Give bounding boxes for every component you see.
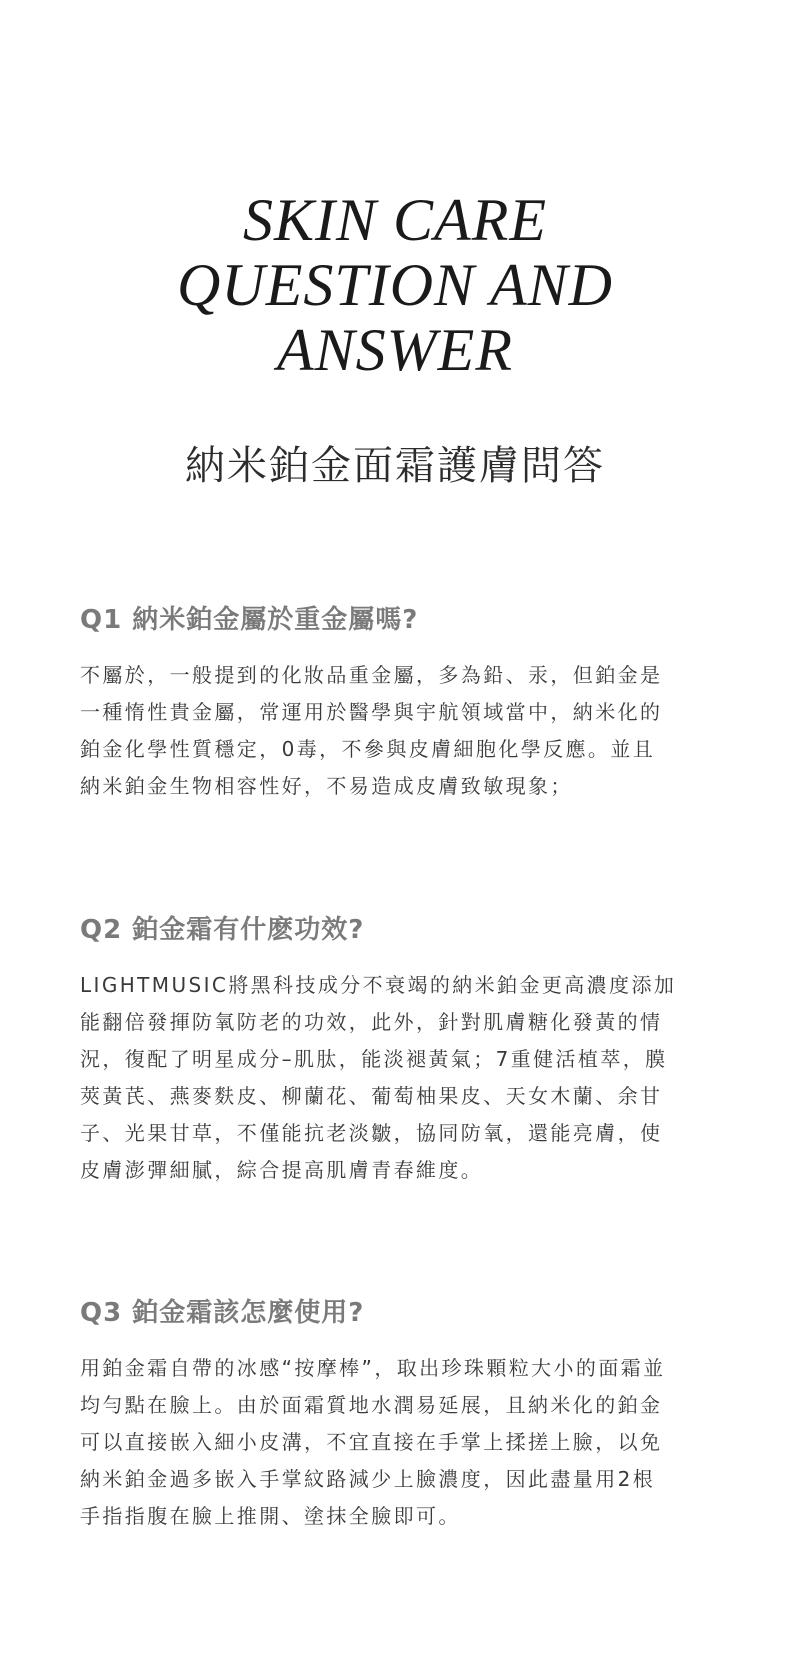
answer-line: 手指指腹在臉上推開、塗抹全臉即可。 — [80, 1504, 461, 1528]
answer-line: 納米鉑金過多嵌入手掌紋路減少上臉濃度，因此盡量用2根 — [80, 1467, 656, 1491]
qa-section-1 — [80, 603, 720, 805]
answer-line: 莢黃芪、燕麥麩皮、柳蘭花、葡萄柚果皮、天女木蘭、余甘 — [80, 1084, 663, 1108]
english-title-line: QUESTION AND — [177, 252, 613, 318]
answer-line: 子、光果甘草，不僅能抗老淡皺，協同防氧，還能亮膚，使 — [80, 1121, 663, 1145]
english-title — [0, 188, 790, 383]
qa-section-3 — [80, 1296, 720, 1535]
answer-paragraph — [80, 657, 720, 805]
answer-line: 可以直接嵌入細小皮溝，不宜直接在手掌上揉搓上臉，以免 — [80, 1430, 663, 1454]
answer-paragraph — [80, 1350, 720, 1535]
answer-paragraph — [80, 967, 720, 1189]
question-heading: Q2 鉑金霜有什麽功效? — [80, 915, 365, 945]
answer-line: 皮膚澎彈細膩，綜合提高肌膚青春維度。 — [80, 1158, 484, 1182]
question-heading: Q1 納米鉑金屬於重金屬嗎? — [80, 605, 419, 635]
question-heading: Q3 鉑金霜該怎麼使用? — [80, 1298, 365, 1328]
qa-section-2 — [80, 913, 720, 1189]
answer-line: 能翻倍發揮防氧防老的功效，此外，針對肌膚糖化發黃的情 — [80, 1010, 663, 1034]
answer-line: 不屬於，一般提到的化妝品重金屬，多為鉛、汞，但鉑金是 — [80, 663, 663, 687]
answer-line: 一種惰性貴金屬，常運用於醫學與宇航領域當中，納米化的 — [80, 700, 663, 724]
answer-line: 鉑金化學性質穩定，0毒，不參與皮膚細胞化學反應。並且 — [80, 737, 656, 761]
english-title-line: ANSWER — [277, 317, 513, 383]
answer-line: LIGHTMUSIC將黑科技成分不衰竭的納米鉑金更高濃度添加 — [80, 973, 677, 997]
answer-line: 均勻點在臉上。由於面霜質地水潤易延展，且納米化的鉑金 — [80, 1393, 663, 1417]
chinese-title: 納米鉑金面霜護膚問答 — [185, 443, 605, 489]
answer-line: 況，復配了明星成分–肌肽，能淡褪黃氣；7重健活植萃，膜 — [80, 1047, 668, 1071]
english-title-line: SKIN CARE — [243, 187, 547, 253]
answer-line: 用鉑金霜自帶的冰感“按摩棒”，取出珍珠顆粒大小的面霜並 — [80, 1356, 666, 1380]
answer-line: 納米鉑金生物相容性好，不易造成皮膚致敏現象； — [80, 774, 573, 798]
